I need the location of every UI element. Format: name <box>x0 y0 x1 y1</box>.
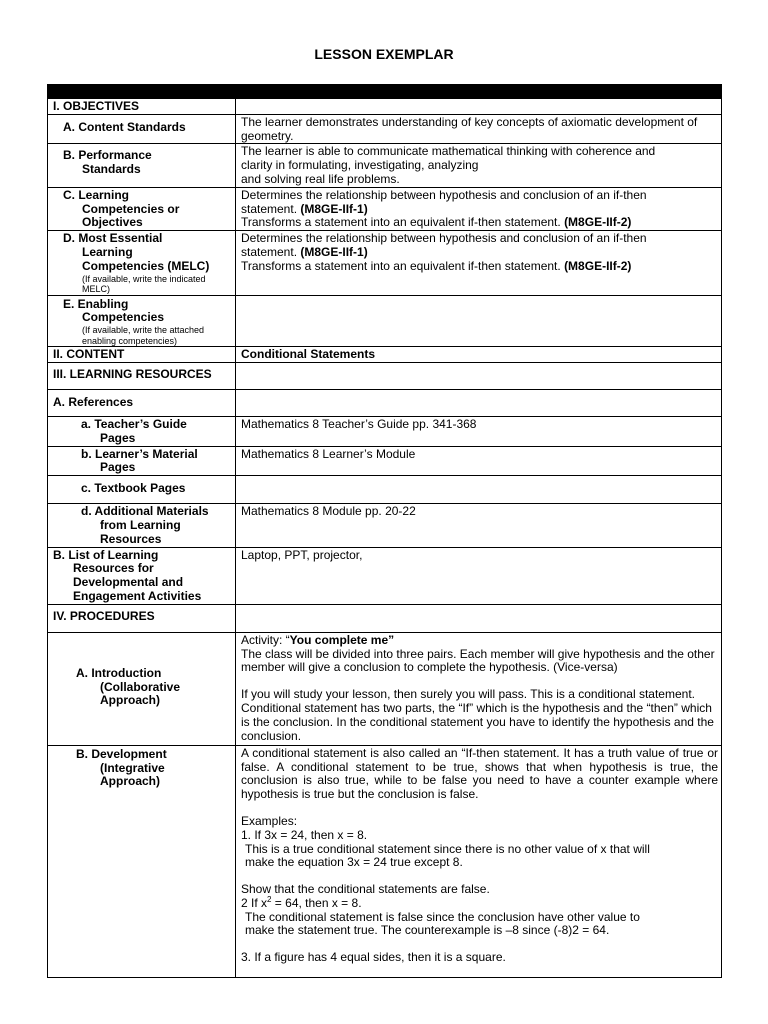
development-label <box>48 745 236 977</box>
dev-show-heading: Show that the conditional statements are false. <box>241 882 490 897</box>
intro-activity-name: You complete me” <box>289 632 395 647</box>
introduction-label <box>48 632 236 745</box>
procedures-row <box>48 604 722 632</box>
lc-code-1: (M8GE-IIf-1) <box>300 201 368 216</box>
additional-materials-label <box>48 504 236 547</box>
lc-label-2: Competencies or <box>82 201 180 216</box>
performance-standards-text <box>236 144 722 187</box>
enabling-label <box>48 295 236 347</box>
additional-materials-row <box>48 504 722 547</box>
intro-activity <box>241 634 718 648</box>
document-title: LESSON EXEMPLAR <box>314 46 454 62</box>
list-resources-text: Laptop, PPT, projector, <box>236 547 722 604</box>
procedures-value <box>236 604 722 632</box>
dev-label-1: B. Development <box>76 746 167 761</box>
textbook-value <box>236 476 722 504</box>
content-standards-row <box>48 114 722 144</box>
learners-material-row <box>48 446 722 476</box>
intro-paragraph-2: If you will study your lesson, then surely you will pass. This is a conditional statement. Conditional statement has two parts, the “If” which is the hypothesis and the “then” which is the conclusion. In the conditional statement you have to identify the hypothesis and the conclusion. <box>241 687 714 743</box>
lc-line-3-text: Transforms a statement into an equivalent if-then statement. <box>241 215 565 230</box>
ps-label-2: Standards <box>82 162 141 177</box>
references-label: A. References <box>48 389 236 416</box>
ps-line-2: clarity in formulating, investigating, analyzing <box>241 158 479 173</box>
intro-label-1: A. Introduction <box>76 665 162 680</box>
dev-example-1: 1. If 3x = 24, then x = 8. <box>241 827 368 842</box>
lc-code-2: (M8GE-IIf-2) <box>564 215 632 230</box>
list-resources-label <box>48 547 236 604</box>
enabling-label-1: E. Enabling <box>63 296 129 311</box>
dev-paragraph-1: A conditional statement is also called an “If-then statement. It has a truth value of true or false. A conditional statement to be true, shows that when hypothesis is true, the conclusion is also true, while to be false you need to have a counter example where hypothesis is true but the conclusion is false. <box>241 745 718 802</box>
dev-example-2-superscript: 2 <box>267 894 272 904</box>
content-standards-text: The learner demonstrates understanding of key concepts of axiomatic development of geometry. <box>236 114 722 144</box>
lc-label-3: Objectives <box>82 215 143 230</box>
content-label: II. CONTENT <box>48 347 236 363</box>
lc-line-2 <box>241 203 718 217</box>
dev-example-3: 3. If a figure has 4 equal sides, then it is a square. <box>241 950 506 965</box>
dev-example-1-line-a: This is a true conditional statement since there is no other value of x that will <box>245 841 650 856</box>
enabling-row <box>48 295 722 347</box>
development-text <box>236 745 722 977</box>
dev-example-2-line-d: make the statement true. The counterexample is –8 since (-8)2 = 64. <box>245 923 610 938</box>
dev-example-2-a: 2 If x <box>241 895 268 910</box>
melc-line-2-text: statement. <box>241 244 301 259</box>
melc-label <box>48 231 236 295</box>
dev-examples-heading: Examples: <box>241 813 298 828</box>
textbook-label: c. Textbook Pages <box>48 476 236 504</box>
learning-competencies-label <box>48 187 236 230</box>
melc-label-1: D. Most Essential <box>63 231 163 246</box>
melc-row <box>48 231 722 295</box>
melc-text <box>236 231 722 295</box>
procedures-label: IV. PROCEDURES <box>48 604 236 632</box>
dev-label-2: (Integrative <box>100 760 165 775</box>
textbook-row <box>48 476 722 504</box>
introduction-text <box>236 632 722 745</box>
references-value <box>236 389 722 416</box>
tg-label-1: a. Teacher’s Guide <box>81 416 187 431</box>
lr-label-3: Developmental and <box>73 575 184 590</box>
am-label-1: d. Additional Materials <box>81 504 209 519</box>
learning-competencies-text <box>236 187 722 230</box>
performance-standards-row <box>48 144 722 187</box>
list-resources-row <box>48 547 722 604</box>
lesson-plan-table <box>47 84 722 978</box>
intro-paragraph-1: The class will be divided into three pairs. Each member will give hypothesis and the other member will give a conclusion to complete the hypothesis. (Vice-versa) <box>241 646 715 675</box>
enabling-label-2: Competencies <box>82 310 165 325</box>
melc-code-2: (M8GE-IIf-2) <box>564 258 632 273</box>
teachers-guide-text: Mathematics 8 Teacher’s Guide pp. 341-368 <box>236 416 722 446</box>
dev-example-2-b: = 64, then x = 8. <box>271 895 362 910</box>
objectives-value <box>236 99 722 115</box>
references-row <box>48 389 722 416</box>
content-standards-label: A. Content Standards <box>48 114 236 144</box>
am-label-2: from Learning <box>100 517 181 532</box>
objectives-label: I. OBJECTIVES <box>48 99 236 115</box>
melc-code-1: (M8GE-IIf-1) <box>300 244 368 259</box>
lm-label-1: b. Learner’s Material <box>81 446 198 461</box>
learners-material-label <box>48 446 236 476</box>
introduction-row <box>48 632 722 745</box>
additional-materials-text: Mathematics 8 Module pp. 20-22 <box>236 504 722 547</box>
development-row <box>48 745 722 977</box>
intro-label-3: Approach) <box>100 693 160 708</box>
learning-resources-value <box>236 362 722 389</box>
lm-label-2: Pages <box>100 460 136 475</box>
melc-label-3: Competencies (MELC) <box>82 258 210 273</box>
performance-standards-label <box>48 144 236 187</box>
lc-line-3 <box>241 216 718 230</box>
melc-line-3-text: Transforms a statement into an equivalent if-then statement. <box>241 258 565 273</box>
learning-resources-label: III. LEARNING RESOURCES <box>48 362 236 389</box>
learning-resources-row <box>48 362 722 389</box>
melc-line-3 <box>241 260 718 274</box>
am-label-3: Resources <box>100 531 162 546</box>
ps-line-3: and solving real life problems. <box>241 171 400 186</box>
ps-line-1: The learner is able to communicate mathematical thinking with coherence and <box>241 144 656 159</box>
objectives-row <box>48 99 722 115</box>
dev-example-1-line-b: make the equation 3x = 24 true except 8. <box>245 855 463 870</box>
teachers-guide-label <box>48 416 236 446</box>
melc-line-1: Determines the relationship between hypothesis and conclusion of an if-then <box>241 231 647 246</box>
dev-example-2 <box>241 894 718 911</box>
lc-line-2-text: statement. <box>241 201 301 216</box>
dev-spacer-1 <box>241 802 718 815</box>
lc-label-1: C. Learning <box>63 187 130 202</box>
lc-line-1: Determines the relationship between hypothesis and conclusion of an if-then <box>241 187 647 202</box>
lr-label-2: Resources for <box>73 561 154 576</box>
header-bar-row <box>48 85 722 99</box>
learners-material-text: Mathematics 8 Learner’s Module <box>236 446 722 476</box>
enabling-value <box>236 295 722 347</box>
enabling-note: (If available, write the attached enabling competencies) <box>82 325 205 346</box>
ps-label-1: B. Performance <box>63 148 152 163</box>
dev-label-3: Approach) <box>100 774 160 789</box>
content-text: Conditional Statements <box>236 347 722 363</box>
melc-line-2 <box>241 246 718 260</box>
melc-label-2: Learning <box>82 244 133 259</box>
intro-activity-prefix: Activity: “ <box>241 632 290 647</box>
teachers-guide-row <box>48 416 722 446</box>
melc-note: (If available, write the indicated MELC) <box>82 273 206 295</box>
tg-label-2: Pages <box>100 430 136 445</box>
intro-label-2: (Collaborative <box>100 679 181 694</box>
dev-example-2-line-c: The conditional statement is false since the conclusion have other value to <box>245 909 640 924</box>
learning-competencies-row <box>48 187 722 230</box>
lr-label-4: Engagement Activities <box>73 588 202 603</box>
lr-label-1: B. List of Learning <box>53 547 159 562</box>
content-row <box>48 347 722 363</box>
